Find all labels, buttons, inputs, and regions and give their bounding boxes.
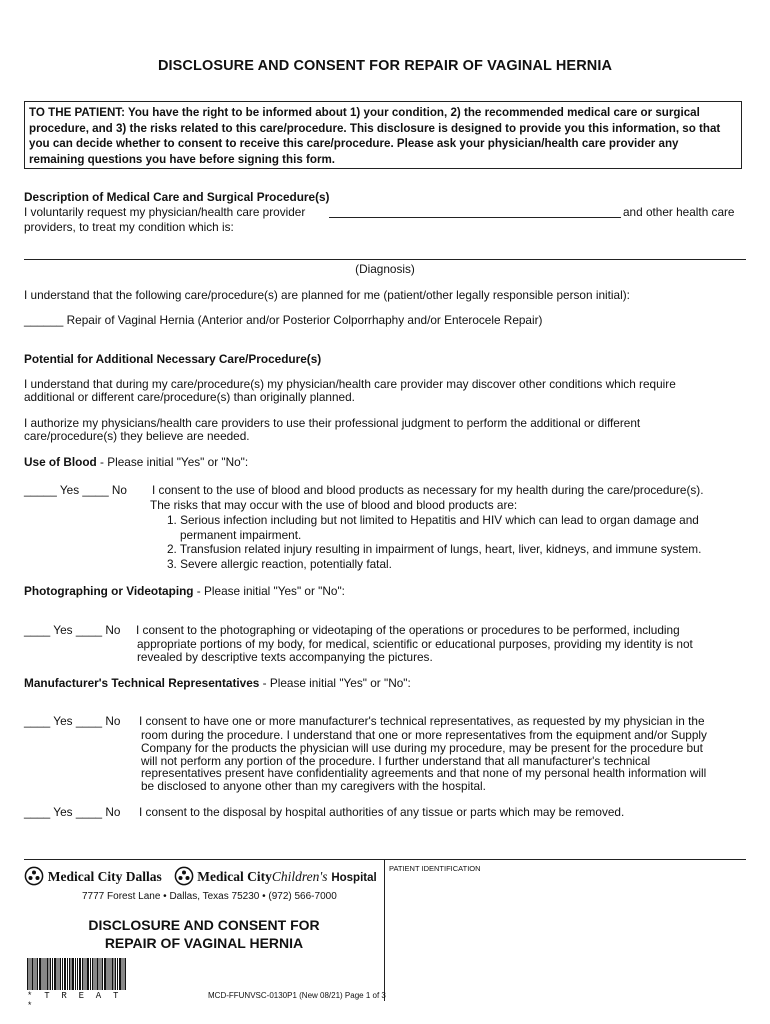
manufacturer-consent-l5: representatives present have confidentiality agreements and that none of my personal health information will xyxy=(141,766,707,780)
blood-risk-2: 2. Transfusion related injury resulting in impairment of lungs, heart, liver, kidneys, and immune system. xyxy=(167,542,702,556)
medical-city-seal-icon xyxy=(24,866,44,886)
provider-request-suffix: and other health care xyxy=(623,205,735,219)
barcode-caption: * T R E A T * xyxy=(27,991,122,1011)
photo-consent-l2: appropriate portions of my body, for medical, scientific or educational purposes, providing my identity is not xyxy=(137,637,693,651)
manufacturer-consent-l2: room during the procedure. I understand that one or more representatives from the equipment and/or Supply xyxy=(141,728,707,742)
blood-risk-1-cont: permanent impairment. xyxy=(180,528,302,542)
manufacturer-consent-l4: will not perform any portion of the procedure. I further understand that all manufacturer's technical xyxy=(141,754,651,768)
diagnosis-label: (Diagnosis) xyxy=(355,262,415,276)
additional-care-p2-l1: I authorize my physicians/health care providers to use their professional judgment to perform the additional or different xyxy=(24,416,641,430)
blood-consent-text: I consent to the use of blood and blood products as necessary for my health during the care/procedure(s). xyxy=(152,483,704,497)
additional-care-heading: Potential for Additional Necessary Care/Procedure(s) xyxy=(24,352,322,366)
blood-risk-1: 1. Serious infection including but not limited to Hepatitis and HIV which can lead to organ damage and xyxy=(167,513,699,527)
additional-care-p1-l2: additional or different care/procedure(s) than originally planned. xyxy=(24,390,355,404)
disposal-yes-no-initials[interactable]: ____ Yes ____ No xyxy=(24,805,121,819)
photo-heading-row xyxy=(24,585,345,599)
hospital-address: 7777 Forest Lane • Dallas, Texas 75230 • (972) 566-7000 xyxy=(82,891,337,902)
condition-text: providers, to treat my condition which is: xyxy=(24,220,234,234)
footer-form-title-l1: DISCLOSURE AND CONSENT FOR xyxy=(88,917,320,933)
photo-heading: Photographing or Videotaping xyxy=(24,584,194,598)
manufacturer-heading: Manufacturer's Technical Representatives xyxy=(24,676,260,690)
manufacturer-consent-l1: I consent to have one or more manufacturer's technical representatives, as requested by my physician in the xyxy=(139,714,705,728)
disposal-consent-text: I consent to the disposal by hospital authorities of any tissue or parts which may be removed. xyxy=(139,805,625,819)
blood-yes-no-initials[interactable]: _____ Yes ____ No xyxy=(24,483,127,497)
childrens-hospital-name-a: Medical City xyxy=(197,869,272,884)
manufacturer-yes-no-initials[interactable]: ____ Yes ____ No xyxy=(24,714,121,728)
childrens-hospital-name-b: Children's xyxy=(271,869,328,884)
form-title: DISCLOSURE AND CONSENT FOR REPAIR OF VAGINAL HERNIA xyxy=(157,58,613,74)
photo-consent-l1: I consent to the photographing or videotaping of the operations or procedures to be performed, including xyxy=(136,623,680,637)
form-barcode-icon xyxy=(27,958,127,990)
diagnosis-blank-line[interactable] xyxy=(24,259,746,260)
childrens-hospital-seal-icon xyxy=(174,866,194,886)
childrens-hospital-name-c: Hospital xyxy=(331,872,377,884)
blood-heading: Use of Blood xyxy=(24,455,97,469)
hospital-logos xyxy=(24,866,377,886)
description-heading: Description of Medical Care and Surgical Procedure(s) xyxy=(24,190,330,204)
patient-notice-box: TO THE PATIENT: You have the right to be informed about 1) your condition, 2) the recommended medical care or surgical procedure, and 3) the risks related to this care/procedure. This disclosure is designed to provide you this information, so that you can decide whether to consent to receive this care/procedure. Please ask your physician/health care provider any remaining questions you have before signing this form. xyxy=(24,101,742,169)
manufacturer-consent-l3: Company for the products the physician will use during my procedure, may be present for the procedure but xyxy=(141,741,703,755)
manufacturer-consent-l6: be disclosed to anyone other than my caregivers with the hospital. xyxy=(141,779,486,793)
patient-identification-label: PATIENT IDENTIFICATION xyxy=(389,864,481,873)
blood-risk-3: 3. Severe allergic reaction, potentially fatal. xyxy=(167,557,392,571)
planned-procedure-text: I understand that the following care/procedure(s) are planned for me (patient/other legally responsible person initial): xyxy=(24,288,630,302)
provider-name-blank[interactable] xyxy=(329,217,621,218)
additional-care-p1-l1: I understand that during my care/procedure(s) my physician/health care provider may discover other conditions which require xyxy=(24,377,676,391)
manufacturer-heading-row xyxy=(24,677,411,691)
footer-form-title-l2: REPAIR OF VAGINAL HERNIA xyxy=(104,935,304,951)
provider-request-text: I voluntarily request my physician/health care provider xyxy=(24,205,306,219)
photo-instruction: - Please initial "Yes" or "No": xyxy=(193,584,345,598)
additional-care-p2-l2: care/procedure(s) they believe are needed. xyxy=(24,429,250,443)
procedure-initial-line[interactable]: ______ Repair of Vaginal Hernia (Anterior and/or Posterior Colporrhaphy and/or Enterocele Repair) xyxy=(24,313,543,327)
blood-heading-row xyxy=(24,456,248,470)
photo-yes-no-initials[interactable]: ____ Yes ____ No xyxy=(24,623,121,637)
form-code: MCD-FFUNVSC-0130P1 (New 08/21) Page 1 of 3 xyxy=(208,991,386,1000)
blood-instruction: - Please initial "Yes" or "No": xyxy=(96,455,249,469)
photo-consent-l3: revealed by descriptive texts accompanying the pictures. xyxy=(137,650,433,664)
footer-divider xyxy=(24,859,746,860)
blood-risks-intro: The risks that may occur with the use of blood and blood products are: xyxy=(150,498,518,512)
footer-column-divider xyxy=(384,859,385,1001)
manufacturer-instruction: - Please initial "Yes" or "No": xyxy=(259,676,411,690)
medical-city-dallas-name: Medical City Dallas xyxy=(47,869,162,884)
